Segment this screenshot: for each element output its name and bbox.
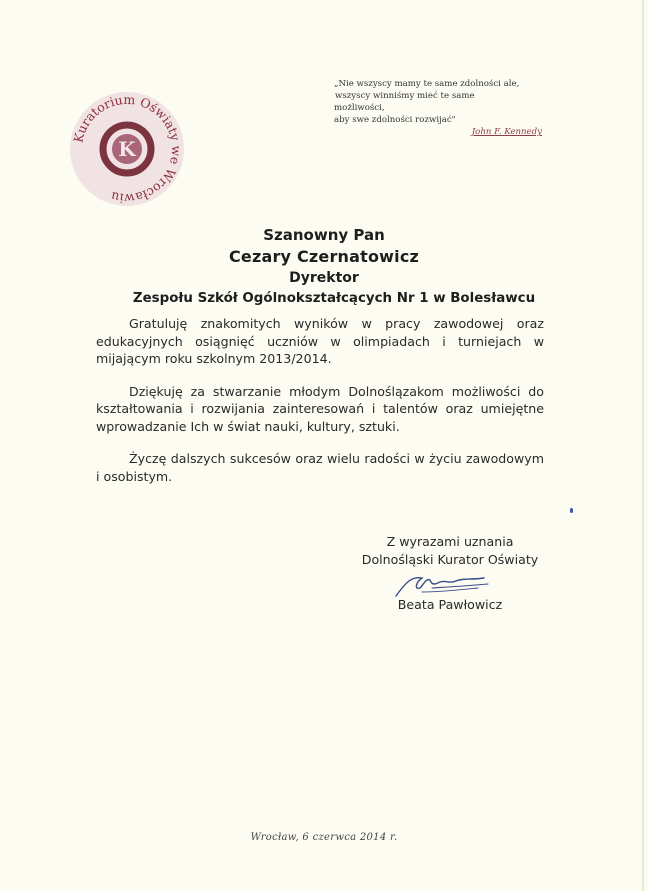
paragraph-congratulations: Gratuluję znakomitych wyników w pracy zawodowej oraz edukacyjnych osiągnięć uczniów w olimpiadach i turniejach w mijającym roku szkolnym 2013/2014. [96, 316, 544, 366]
paragraph-thanks: Dziękuję za stwarzanie młodym Dolnoślązakom możliwości do kształtowania i rozwijania zainteresowań i talentów oraz umiejętne wprowadzanie Ich w świat nauki, kultury, sztuki. [96, 383, 544, 434]
logo-monogram: K [118, 137, 136, 161]
closing-regards: Z wyrazami uznania [386, 534, 514, 549]
quote-line-4: aby swe zdolności rozwijać" [334, 115, 456, 125]
kennedy-quote [334, 78, 554, 138]
place-and-date: Wrocław, 6 czerwca 2014 r. [250, 832, 398, 843]
quote-author: John F. Kennedy [471, 127, 542, 137]
quote-line-1: „Nie wszyscy mamy te same zdolności ale, [334, 79, 520, 89]
logo-ring-text: Kuratorium Oświaty we Wrocławiu [70, 91, 185, 207]
address-block [0, 226, 648, 309]
recipient-school: Zespołu Szkół Ogólnokształcących Nr 1 w Bolesławcu [132, 291, 536, 306]
quote-line-2: wszyscy winniśmy mieć te same [335, 91, 475, 101]
page-edge [642, 0, 644, 891]
signer-name: Beata Pawłowicz [397, 597, 503, 612]
letter-body [96, 315, 544, 485]
quote-line-3: możliwości, [334, 103, 385, 113]
handwritten-signature [392, 572, 492, 600]
ink-dot [570, 508, 573, 513]
recipient-position: Dyrektor [289, 270, 359, 286]
paragraph-wishes: Życzę dalszych sukcesów oraz wielu radości w życiu zawodowym i osobistym. [96, 451, 544, 484]
recipient-name: Cezary Czernatowicz [228, 247, 420, 266]
closing-title: Dolnośląski Kurator Oświaty [361, 551, 539, 567]
kuratorium-logo [68, 90, 186, 208]
salutation: Szanowny Pan [263, 226, 385, 244]
closing-block [330, 533, 570, 568]
